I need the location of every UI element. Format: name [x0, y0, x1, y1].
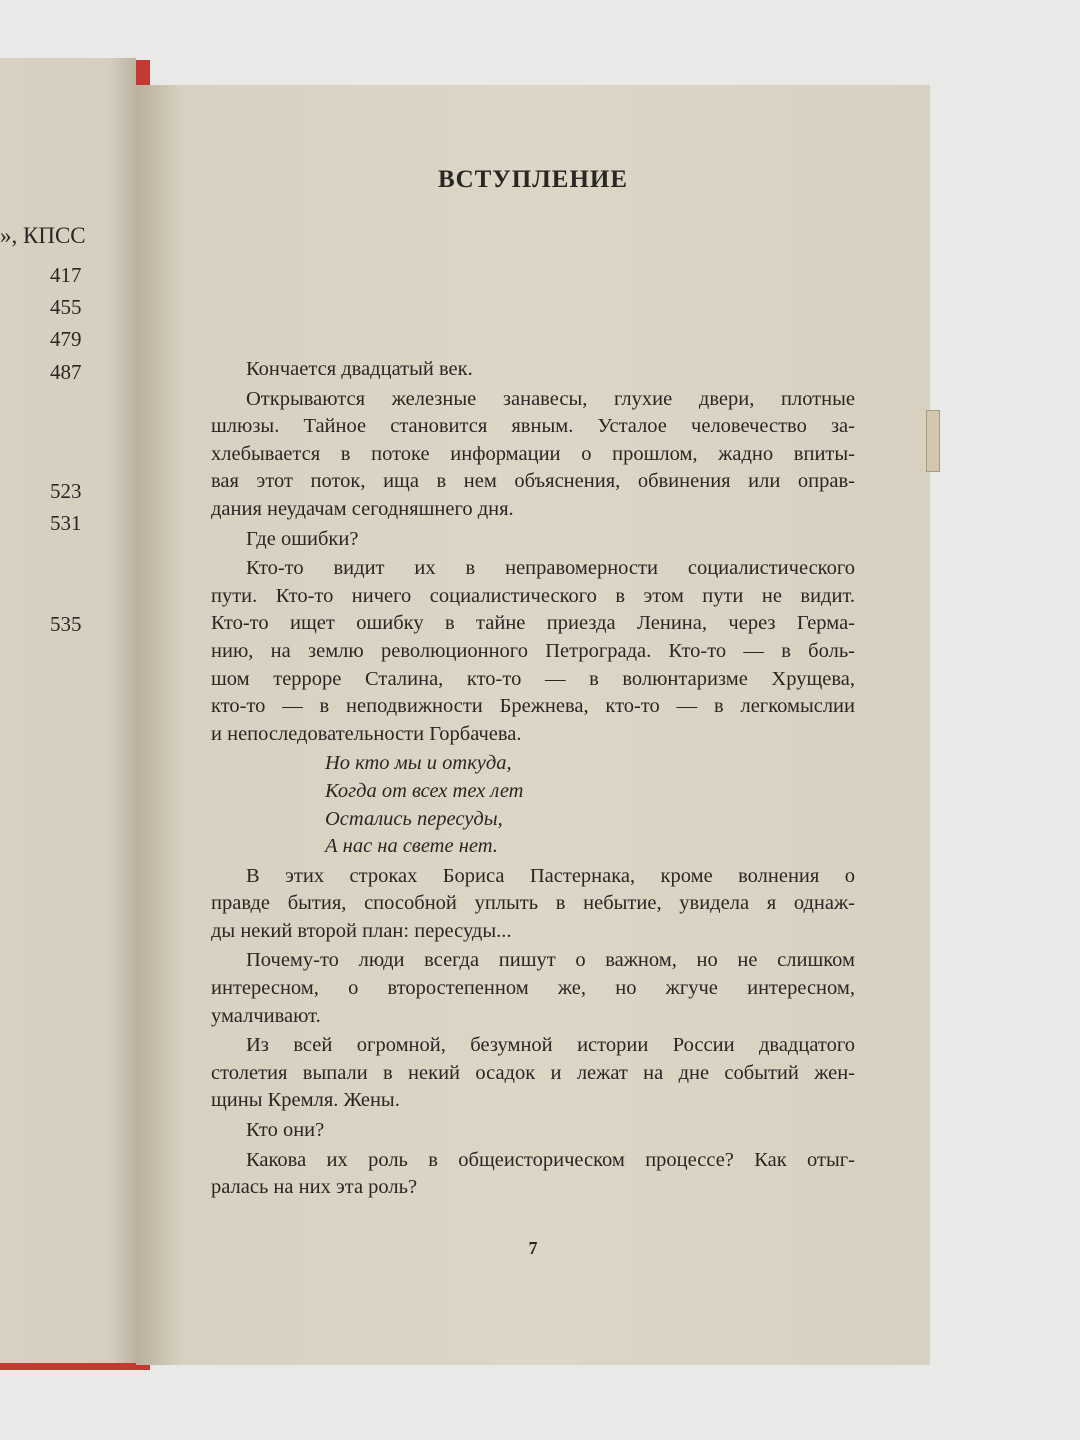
toc-page-number: 523: [50, 479, 82, 503]
paragraph: [211, 947, 855, 1030]
poem-quote: [211, 750, 855, 860]
poem-line: Когда от всех тех лет: [325, 779, 524, 802]
text-line: Кто они?: [246, 1119, 325, 1142]
paragraph: [211, 555, 855, 748]
chapter-title: ВСТУПЛЕНИЕ: [437, 166, 629, 193]
toc-page-number: 417: [50, 263, 82, 287]
paragraph: [211, 1117, 855, 1145]
text-line: дания неудачам сегодняшнего дня.: [211, 497, 514, 520]
poem-line: А нас на свете нет.: [325, 835, 498, 858]
paragraph: [211, 1032, 855, 1115]
text-line: столетия выпали в некий осадок и лежат на дне событий жен-: [211, 1061, 855, 1084]
paragraph: [211, 356, 855, 384]
left-page: [0, 58, 136, 1363]
page-number: 7: [528, 1238, 538, 1258]
text-line: ралась на них эта роль?: [211, 1176, 418, 1199]
text-line: Какова их роль в общеисторическом процессе? Как отыг-: [246, 1148, 855, 1171]
text-line: Из всей огромной, безумной истории России двадцатого: [246, 1034, 855, 1057]
text-line: и непоследовательности Горбачева.: [211, 722, 522, 745]
text-line: Кончается двадцатый век.: [246, 358, 473, 380]
text-line: умалчивают.: [211, 1004, 321, 1027]
toc-page-number: 479: [50, 327, 82, 351]
text-line: ды некий второй план: пересуды...: [211, 919, 512, 942]
text-line: Кто-то ищет ошибку в тайне приезда Ленина, через Герма-: [211, 612, 855, 635]
text-line: правде бытия, способной уплыть в небытие, увидела я однаж-: [211, 892, 855, 915]
text-line: интересном, о второстепенном же, но жгуче интересном,: [211, 977, 855, 1000]
text-line: хлебывается в потоке информации о прошлом, жадно впиты-: [211, 442, 855, 465]
toc-page-number: 531: [50, 511, 82, 535]
toc-page-number: 535: [50, 612, 82, 636]
poem-line: Остались пересуды,: [325, 807, 503, 830]
text-line: Почему-то люди всегда пишут о важном, но не слишком: [246, 949, 855, 972]
text-line: Открываются железные занавесы, глухие двери, плотные: [246, 387, 855, 410]
paragraph: [211, 526, 855, 554]
text-line: кто-то — в неподвижности Брежнева, кто-то — в легкомыслии: [211, 695, 855, 718]
text-line: В этих строках Бориса Пастернака, кроме волнения о: [246, 864, 855, 887]
paragraph: [211, 863, 855, 946]
toc-header-fragment: », КПСС: [0, 223, 86, 248]
paragraph: [211, 1147, 855, 1202]
text-line: пути. Кто-то ничего социалистического в этом пути не видит.: [211, 584, 855, 607]
text-line: щины Кремля. Жены.: [211, 1089, 400, 1112]
chapter-body: [211, 356, 855, 1204]
text-line: шлюзы. Тайное становится явным. Усталое человечество за-: [211, 415, 855, 438]
text-line: Кто-то видит их в неправомерности социалистического: [246, 557, 855, 580]
toc-page-number: 455: [50, 295, 82, 319]
bookmark-ribbon: [926, 410, 940, 472]
text-line: шом терроре Сталина, кто-то — в волюнтаризме Хрущева,: [211, 667, 855, 690]
poem-line: Но кто мы и откуда,: [325, 752, 512, 775]
paragraph: [211, 386, 855, 524]
text-line: Где ошибки?: [246, 527, 359, 550]
toc-page-number: 487: [50, 360, 82, 384]
text-line: вая этот поток, ища в нем объяснения, обвинения или оправ-: [211, 470, 855, 493]
text-line: нию, на землю революционного Петрограда. Кто-то — в боль-: [211, 639, 855, 662]
